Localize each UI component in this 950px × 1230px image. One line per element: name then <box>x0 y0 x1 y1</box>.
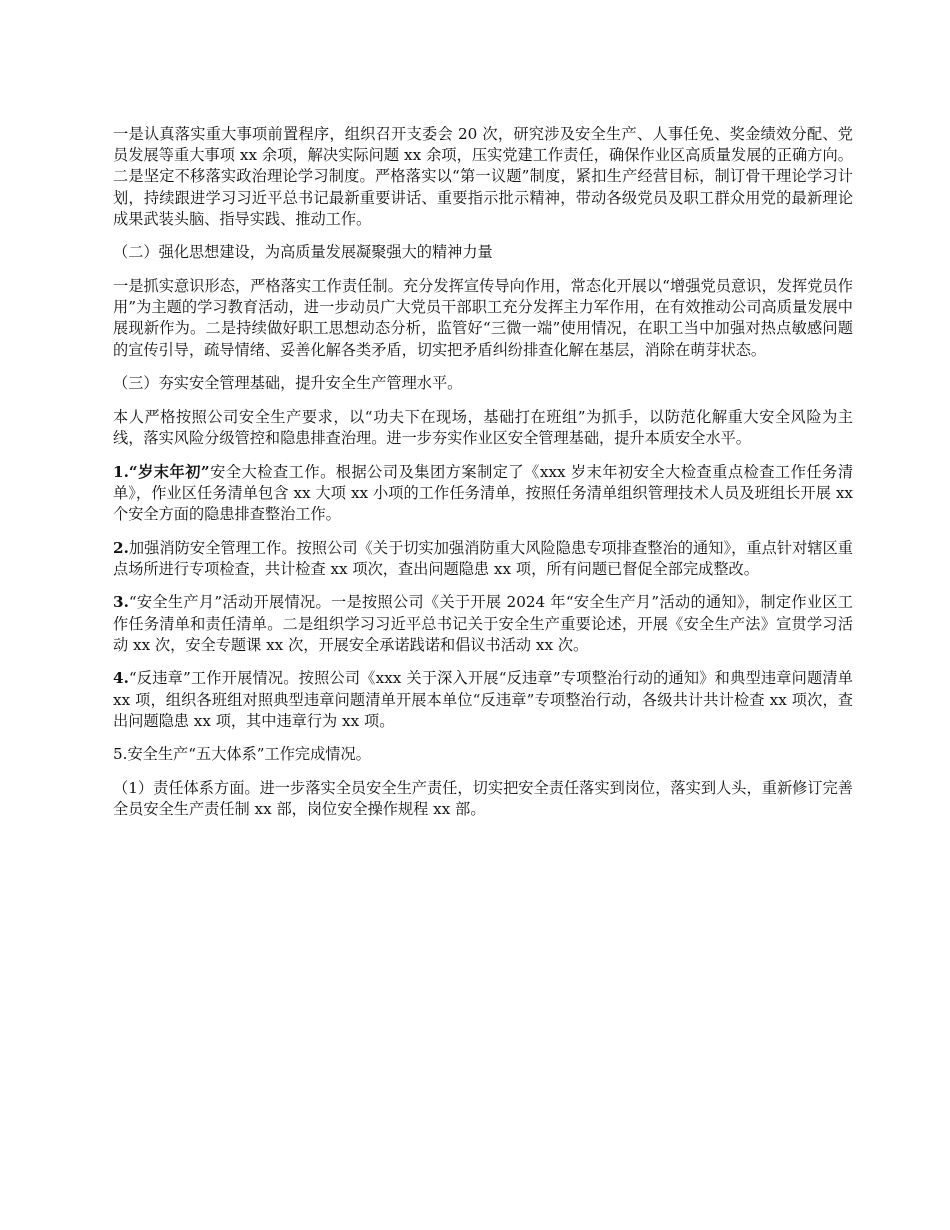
paragraph-ideology <box>113 276 853 361</box>
list-item-text: “反违章”工作开展情况。按照公司《xxx 关于深入开展“反违章”专项整治行动的通知》和典型违章问题清单 xx 项，组织各班组对照典型违章问题清单开展本单位“反违章”专项整治行动，各级共计共计检查 xx 项次，查出问题隐患 xx 项，其中违章行为 xx 项。 <box>113 669 853 730</box>
list-item-fire-safety <box>113 538 853 580</box>
document-body <box>113 124 853 833</box>
section-heading-safety <box>113 373 853 394</box>
list-item-lead: 2. <box>113 538 129 557</box>
list-item-text: “安全生产月”活动开展情况。一是按照公司《关于开展 2024 年“安全生产月”活动的通知》，制定作业区工作任务清单和责任清单。二是组织学习习近平总书记关于安全生产重要论述，开展《安全生产法》宣贯学习活动 xx 次，安全专题课 xx 次，开展安全承诺践诺和倡议书活动 xx 次。 <box>113 593 853 654</box>
heading-text: （二）强化思想建设，为高质量发展凝聚强大的精神力量 <box>113 243 493 262</box>
list-item-lead: 1.“岁末年初” <box>113 462 210 481</box>
list-item-five-systems <box>113 744 853 765</box>
list-item-lead: 4. <box>113 669 129 688</box>
paragraph-text: 一是抓实意识形态，严格落实工作责任制。充分发挥宣传导向作用，常态化开展以“增强党员意识，发挥党员作用”为主题的学习教育活动，进一步动员广大党员干部职工充分发挥主力军作用，在有效推动公司高质量发展中展现新作为。二是持续做好职工思想动态分析，监管好“三微一端”使用情况，在职工当中加强对热点敏感问题的宣传引导，疏导情绪、妥善化解各类矛盾，切实把矛盾纠纷排查化解在基层，消除在萌芽状态。 <box>113 277 853 359</box>
list-item-text: 安全大检查工作。根据公司及集团方案制定了《xxx 岁末年初安全大检查重点检查工作任务清单》，作业区任务清单包含 xx 大项 xx 小项的工作任务清单，按照任务清单组织管理技术人员及班组长开展 xx 个安全方面的隐患排查整治工作。 <box>113 462 854 523</box>
section-heading-ideology <box>113 242 853 263</box>
paragraph-text: 本人严格按照公司安全生产要求，以“功夫下在现场，基础打在班组”为抓手，以防范化解重大安全风险为主线，落实风险分级管控和隐患排查治理。进一步夯实作业区安全管理基础，提升本质安全水平。 <box>113 407 853 447</box>
paragraph-safety-intro <box>113 407 853 449</box>
list-item-safety-month <box>113 592 853 656</box>
list-item-anti-violation <box>113 668 853 732</box>
paragraph-text: （1）责任体系方面。进一步落实全员安全生产责任，切实把安全责任落实到岗位，落实到人头，重新修订完善全员安全生产责任制 xx 部，岗位安全操作规程 xx 部。 <box>113 778 853 819</box>
paragraph-text: 一是认真落实重大事项前置程序，组织召开支委会 20 次，研究涉及安全生产、人事任免、奖金绩效分配、党员发展等重大事项 xx 余项，解决实际问题 xx 余项，压实党建工作责任，确保作业区高质量发展的正确方向。二是坚定不移落实政治理论学习制度。严格落实以“第一议题”制度，紧扣生产经营目标，制订骨干理论学习计划，持续跟进学习习近平总书记最新重要讲话、重要指示批示精神，带动各级党员及职工群众用党的最新理论成果武装头脑、指导实践、推动工作。 <box>113 125 853 228</box>
list-item-lead: 3. <box>113 593 129 612</box>
list-item-year-end-inspection <box>113 462 853 526</box>
paragraph-party-procedures <box>113 124 853 230</box>
list-item-text: 加强消防安全管理工作。按照公司《关于切实加强消防重大风险隐患专项排查整治的通知》，重点针对辖区重点场所进行专项检查，共计检查 xx 项次，查出问题隐患 xx 项，所有问题已督促全部完成整改。 <box>113 538 853 578</box>
paragraph-text: 5.安全生产“五大体系”工作完成情况。 <box>113 745 371 764</box>
paragraph-responsibility-system <box>113 778 853 820</box>
heading-text: （三）夯实安全管理基础，提升安全生产管理水平。 <box>113 374 463 393</box>
